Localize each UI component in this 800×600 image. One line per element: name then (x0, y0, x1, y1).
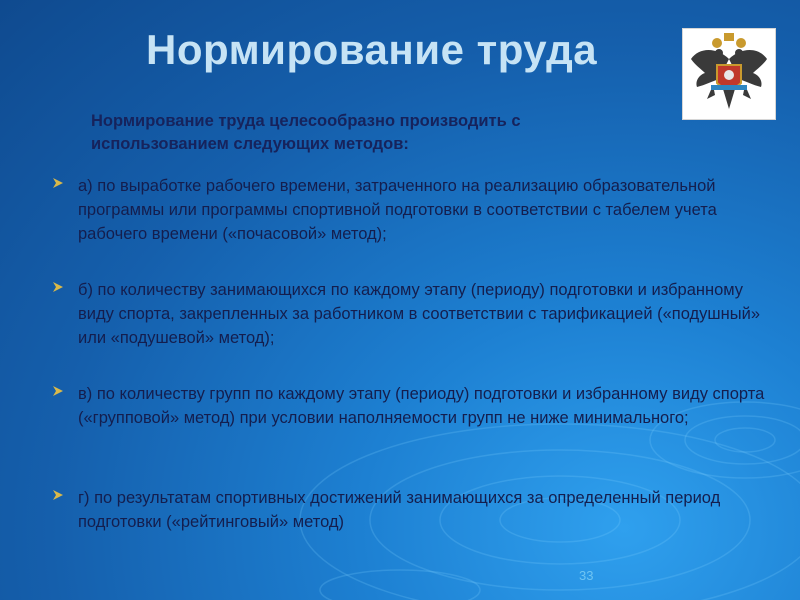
page-number: 33 (579, 568, 594, 583)
arrow-bullet-icon (52, 281, 64, 293)
arrow-bullet-icon (52, 489, 64, 501)
russian-coat-of-arms-icon (682, 28, 776, 120)
method-d-text: г) по результатам спортивных достижений занимающихся за определенный период подготовки («рейтинговый» метод) (78, 489, 721, 531)
slide-title: Нормирование труда (146, 26, 598, 73)
list-item (52, 486, 772, 590)
intro-text: Нормирование труда целесообразно производить с использованием следующих методов: (91, 112, 521, 153)
arrow-bullet-icon (52, 385, 64, 397)
method-c-text: в) по количеству групп по каждому этапу (периоду) подготовки и избранному виду спорта («групповой» метод) при условии наполняемости групп не ниже минимального; (78, 385, 765, 427)
arrow-bullet-icon (52, 177, 64, 189)
list-item (52, 382, 772, 486)
list-item (52, 278, 772, 382)
list-item (52, 174, 772, 278)
method-a-text: а) по выработке рабочего времени, затраченного на реализацию образовательной программы или программы спортивной подготовки в соответствии с табелем учета рабочего времени («почасовой» метод); (78, 177, 717, 243)
method-b-text: б) по количеству занимающихся по каждому этапу (периоду) подготовки и избранному виду спорта, закрепленных за работником в соответствии с тарификацией («подушный» или «подушевой» метод); (78, 281, 761, 347)
method-list (52, 174, 772, 590)
